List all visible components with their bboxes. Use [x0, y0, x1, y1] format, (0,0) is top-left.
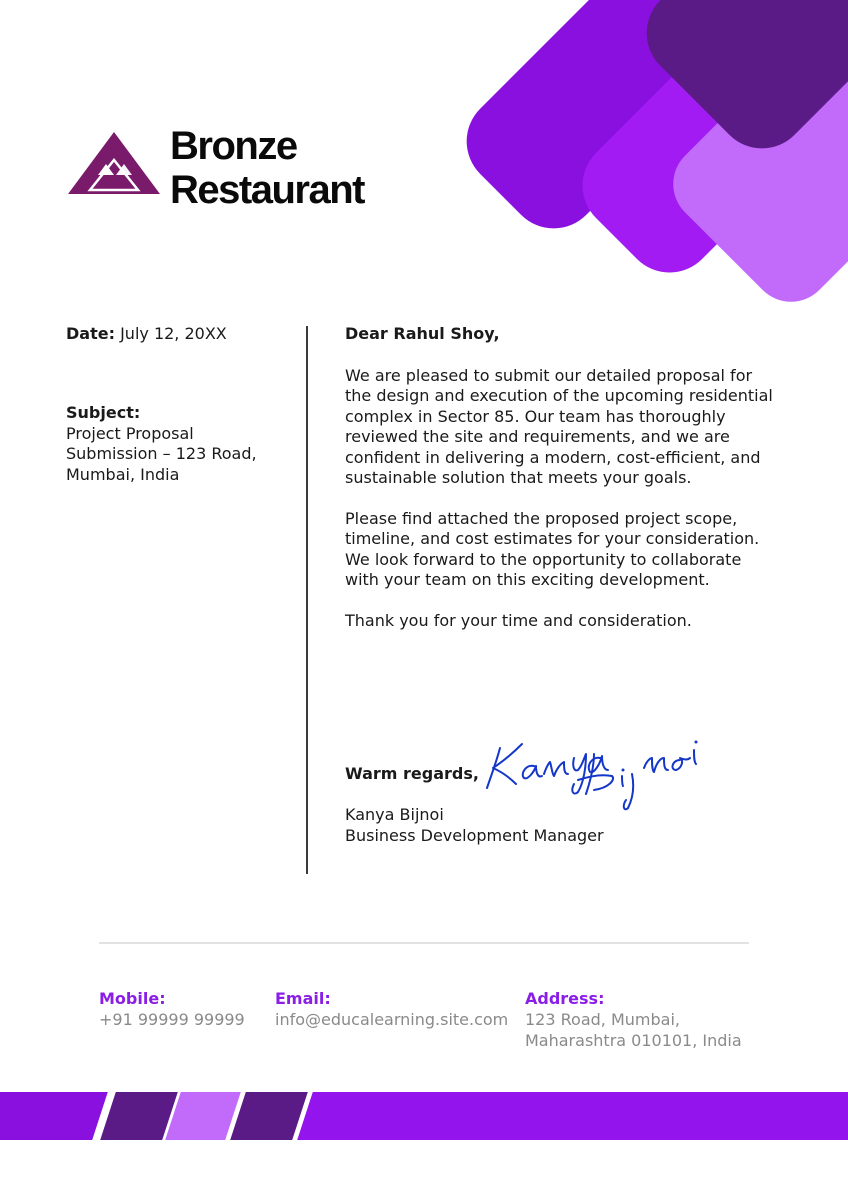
closing: Warm regards,: [345, 764, 479, 783]
stripe-dark-2: [230, 1092, 308, 1140]
brand-name-line1: Bronze: [170, 124, 297, 168]
email-value[interactable]: info@educalearning.site.com: [275, 1010, 509, 1029]
stripe-bright-right: [297, 1092, 848, 1140]
vertical-divider: [306, 326, 308, 874]
date-value: July 12, 20XX: [120, 324, 227, 343]
paragraph-3: Thank you for your time and consideration.: [345, 610, 692, 630]
date-label: Date:: [66, 324, 115, 343]
footer-address: [525, 988, 755, 1051]
sender-name: Kanya Bijnoi: [345, 805, 444, 824]
mobile-label: Mobile:: [99, 989, 166, 1008]
address-value: 123 Road, Mumbai, Maharashtra 010101, India: [525, 1010, 742, 1050]
mobile-value: +91 99999 99999: [99, 1010, 245, 1029]
stripe-bright-left: [0, 1092, 108, 1140]
brand-name-line2: Restaurant: [170, 168, 364, 212]
sender-title: Business Development Manager: [345, 825, 604, 845]
logo-mountain-icon: [68, 132, 160, 194]
subject-label: Subject:: [66, 403, 141, 422]
date-row: [66, 324, 286, 345]
stripe-light: [165, 1092, 241, 1140]
stripe-dark-1: [100, 1092, 178, 1140]
paragraph-1: We are pleased to submit our detailed proposal for the design and execution of the upcoming residential complex in Sector 85. Our team has thoroughly reviewed the site and requirements, and we are confident in delivering a modern, cost-efficient, and sustainable solution that meets your goals.: [345, 365, 773, 487]
subject-value: Project Proposal Submission – 123 Road, Mumbai, India: [66, 423, 257, 484]
footer-email: [275, 988, 520, 1031]
footer-mobile: [99, 988, 269, 1031]
address-label: Address:: [525, 989, 605, 1008]
paragraph-2: Please find attached the proposed project scope, timeline, and cost estimates for your consideration. We look forward to the opportunity to collaborate with your team on this exciting development.: [345, 508, 760, 589]
salutation: Dear Rahul Shoy,: [345, 324, 500, 343]
footer-separator: [99, 942, 749, 944]
email-label: Email:: [275, 989, 331, 1008]
signature-image: [482, 718, 712, 818]
